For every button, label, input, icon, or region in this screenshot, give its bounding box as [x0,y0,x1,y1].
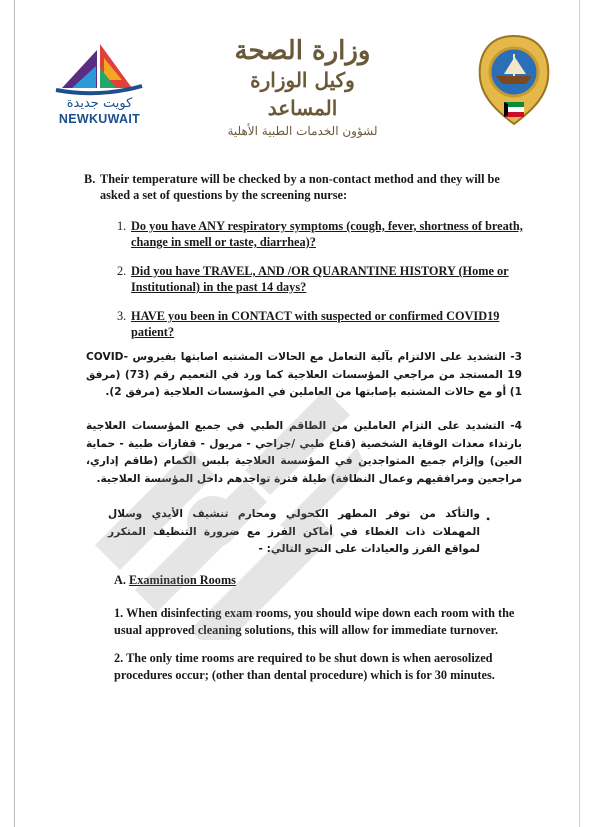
new-kuwait-arabic-text: كويت جديدة [66,96,133,111]
paragraph-1: 1. When disinfecting exam rooms, you should wipe down each room with the usual approved cleaning solutions, this will allow for immediate turnover. [114,606,515,637]
examination-rooms-heading [114,573,236,588]
section-b-text: Their temperature will be checked by a non-contact method and they will be asked a set of questions by the screening nurse: [100,172,500,202]
sub-section-label: Examination Rooms [129,573,236,587]
question-number: 2. [117,264,127,278]
bullet-icon: • [486,512,491,526]
state-emblem-icon [474,32,554,130]
ministry-line-2: وكيل الوزارة المساعد [250,68,355,120]
question-text: HAVE you been in CONTACT with suspected or confirmed COVID19 patient? [131,309,500,339]
ministry-line-3: لشؤون الخدمات الطبية الأهلية [227,124,378,138]
arabic-item-3: 3- التشديد على الالتزام بآلية التعامل مع الحالات المشتبه اصابتها بفيروس COVID-19 المستجد من مراجعي المؤسسات العلاجية كما ورد في التعميم رقم (73) (مرفق 1) أو مع حالات المشتبه بإصابتها من العاملين في المؤسسات العلاجية (مرفق 2). [86,351,522,398]
new-kuwait-sail-icon [52,38,147,96]
question-number: 3. [117,309,127,323]
section-b [84,171,524,203]
new-kuwait-latin-text: NEWKUWAIT [58,112,141,126]
page-border-right [579,0,580,827]
question-text: Do you have ANY respiratory symptoms (cough, fever, shortness of breath, change in smell or taste, diarrhea)? [131,219,523,249]
question-1 [117,218,527,250]
sub-section-letter: A. [114,573,126,587]
page-border-left [14,0,15,827]
ministry-line-1: وزارة الصحة [234,36,371,66]
ministry-of-health-heading [225,36,380,138]
question-text: Did you have TRAVEL, AND /OR QUARANTINE HISTORY (Home or Institutional) in the past 14 days? [131,264,509,294]
question-number: 1. [117,219,127,233]
arabic-bullet-text: والتأكد من توفر المطهر الكحولي ومحارم تنشيف الأيدي وسلال المهملات ذات الغطاء في أماكن الفرز مع ضرورة التنظيف المتكرر لمواقع الفرز والعيادات على النحو التالي: - [108,508,480,555]
section-b-letter: B. [84,172,96,186]
arabic-item-4: 4- التشديد على التزام العاملين من الطاقم الطبي في جميع المؤسسات العلاجية بارتداء معدات الوقاية الشخصية (قناع طبي /جراحي - مريول - قفازات طبية - حماية العين) وإلزام جميع المتواجدين في المؤسسة العلاجية بلبس الكمام (طاقم إداري، مراجعين ومرافقيهم وعمال النظافة) طيلة فترة تواجدهم داخل المؤسسة العلاجية. [86,420,522,485]
kuwait-emblem [474,32,554,130]
new-kuwait-logo [52,38,147,128]
question-3 [117,308,527,340]
paragraph-2: 2. The only time rooms are required to be shut down is when aerosolized procedures occur; (other than dental procedure) which is for 30 minutes. [114,651,495,682]
question-2 [117,263,527,295]
